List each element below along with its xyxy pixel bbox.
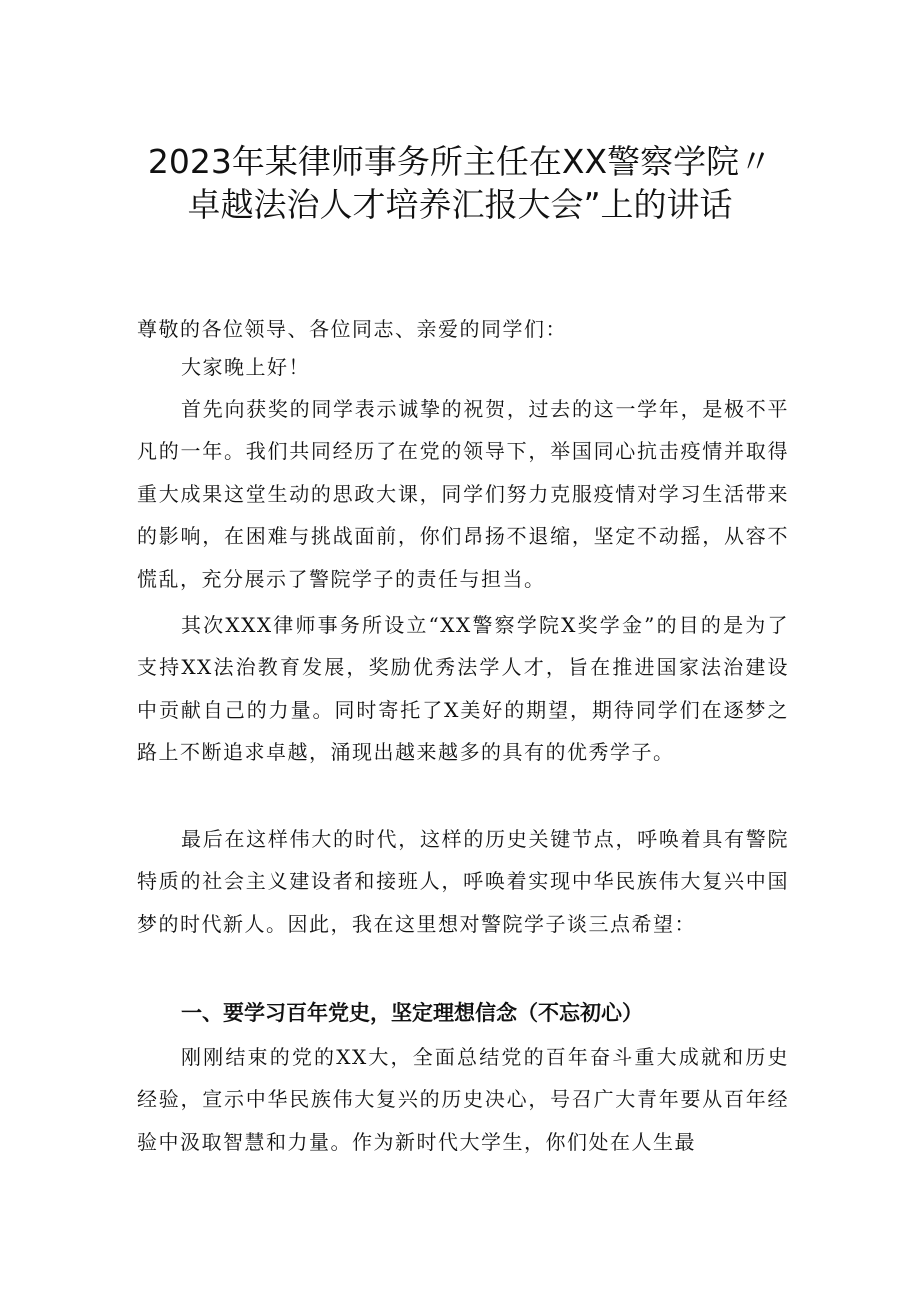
- paragraph-hopes-intro: 最后在这样伟大的时代，这样的历史关键节点，呼唤着具有警院特质的社会主义建设者和接班人，呼唤着实现中华民族伟大复兴中国梦的时代新人。因此，我在这里想对警院学子谈三点希望：: [137, 827, 789, 936]
- paragraph-scholarship: 其次XXX律师事务所设立“XX警察学院X奖学金”的目的是为了支持XX法治教育发展，奖励优秀法学人才，旨在推进国家法治建设中贡献自己的力量。同时寄托了X美好的期望，期待同学们在逐梦之路上不断追求卓越，涌现出越来越多的具有的优秀学子。: [137, 613, 789, 765]
- greeting: 大家晚上好！: [181, 355, 310, 379]
- paragraph-congratulations: 首先向获奖的同学表示诚挚的祝贺，过去的这一学年，是极不平凡的一年。我们共同经历了在党的领导下，举国同心抗击疫情并取得重大成果这堂生动的思政大课，同学们努力克服疫情对学习生活带来的影响，在困难与挑战面前，你们昂扬不退缩，坚定不动摇，从容不慌乱，充分展示了警院学子的责任与担当。: [137, 397, 789, 591]
- document-title-line-2: 卓越法治人才培养汇报大会”上的讲话: [187, 185, 733, 224]
- paragraph-party-congress: 刚刚结束的党的XX大，全面总结党的百年奋斗重大成就和历史经验，宣示中华民族伟大复兴的历史决心，号召广大青年要从百年经验中汲取智慧和力量。作为新时代大学生，你们处在人生最: [137, 1045, 789, 1154]
- section-heading-1: 一、要学习百年党史，坚定理想信念（不忘初心）: [181, 1001, 643, 1025]
- document-title-line-1: 2023年某律师事务所主任在XX警察学院〃: [147, 142, 773, 181]
- salutation: 尊敬的各位领导、各位同志、亲爱的同学们：: [137, 317, 567, 341]
